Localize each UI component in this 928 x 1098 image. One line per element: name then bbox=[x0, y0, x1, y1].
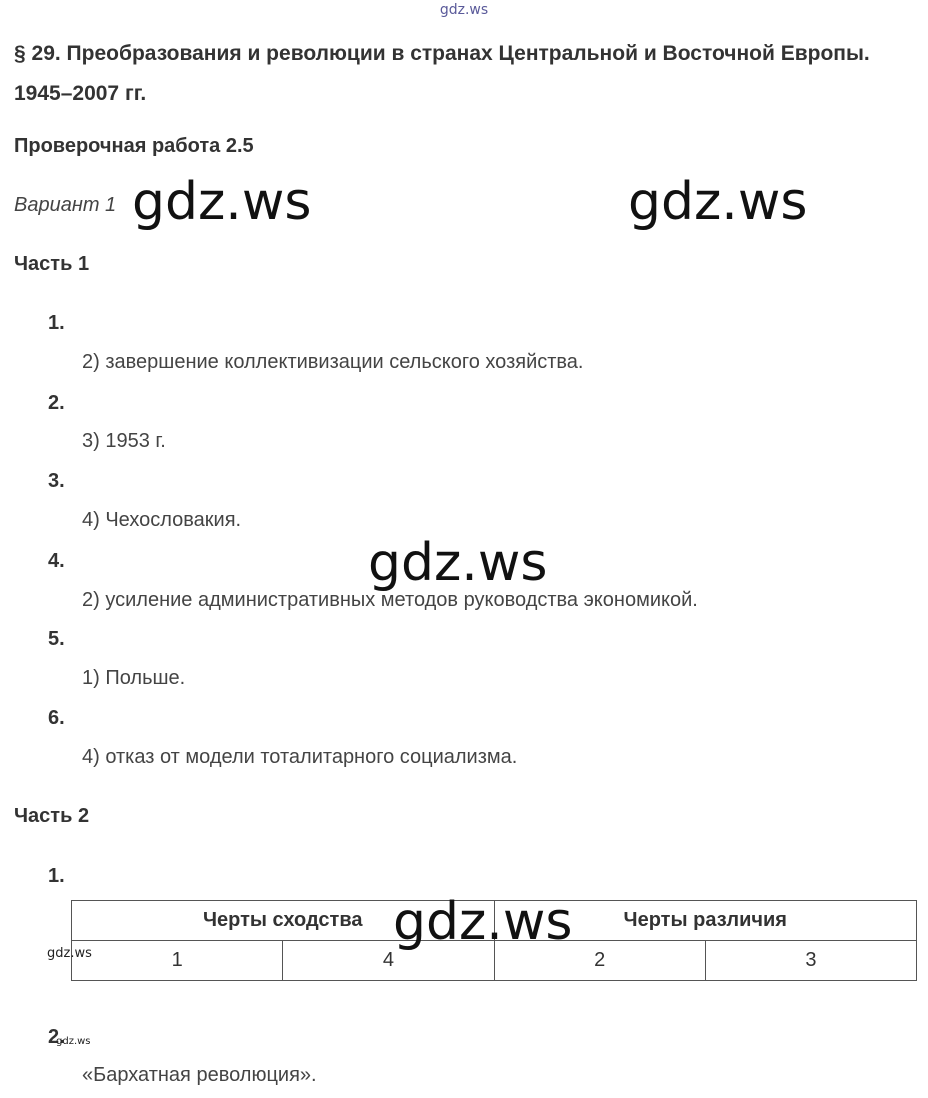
question-number: 2. bbox=[48, 392, 65, 414]
answer-text: 4) Чехословакия. bbox=[82, 509, 242, 531]
part1-heading: Часть 1 bbox=[14, 253, 90, 275]
question-number: 1. bbox=[48, 865, 65, 887]
question-number: 4. bbox=[48, 550, 65, 572]
question-number: 5. bbox=[48, 628, 65, 650]
page-title: § 29. Преобразования и революции в странах Центральной и Восточной Европы. 1945–2007 гг. bbox=[14, 42, 870, 105]
watermark-big-3: gdz.ws bbox=[368, 533, 548, 593]
answer-text: 3) 1953 г. bbox=[82, 430, 166, 452]
variant-label: Вариант 1 bbox=[14, 194, 117, 216]
answer-text: «Бархатная революция». bbox=[82, 1064, 317, 1086]
watermark-big-4: gdz.ws bbox=[393, 892, 573, 952]
answer-text: 4) отказ от модели тоталитарного социализма. bbox=[82, 746, 518, 768]
part2-heading: Часть 2 bbox=[14, 805, 90, 827]
table-cell: 2 bbox=[494, 941, 705, 981]
question-number: 1. bbox=[48, 312, 65, 334]
watermark-small-2: gdz.ws bbox=[56, 1036, 91, 1047]
watermark-big-2: gdz.ws bbox=[628, 172, 808, 232]
table-header-differences: Черты различия bbox=[494, 901, 917, 941]
answer-text: 1) Польше. bbox=[82, 667, 186, 689]
watermark-top: gdz.ws bbox=[439, 2, 489, 18]
answer-text: 2) завершение коллективизации сельского хозяйства. bbox=[82, 351, 584, 373]
test-title: Проверочная работа 2.5 bbox=[14, 135, 254, 157]
table-cell: 3 bbox=[705, 941, 916, 981]
answer-text: 2) усиление административных методов руководства экономикой. bbox=[82, 589, 698, 611]
question-number: 2. bbox=[48, 1026, 65, 1048]
question-number: 3. bbox=[48, 470, 65, 492]
table-cell: 1 bbox=[72, 941, 283, 981]
table-header-similarities: Черты сходства bbox=[72, 901, 495, 941]
watermark-small-1: gdz.ws bbox=[47, 946, 92, 961]
question-number: 6. bbox=[48, 707, 65, 729]
watermark-big-1: gdz.ws bbox=[132, 172, 312, 232]
table-cell: 4 bbox=[283, 941, 494, 981]
